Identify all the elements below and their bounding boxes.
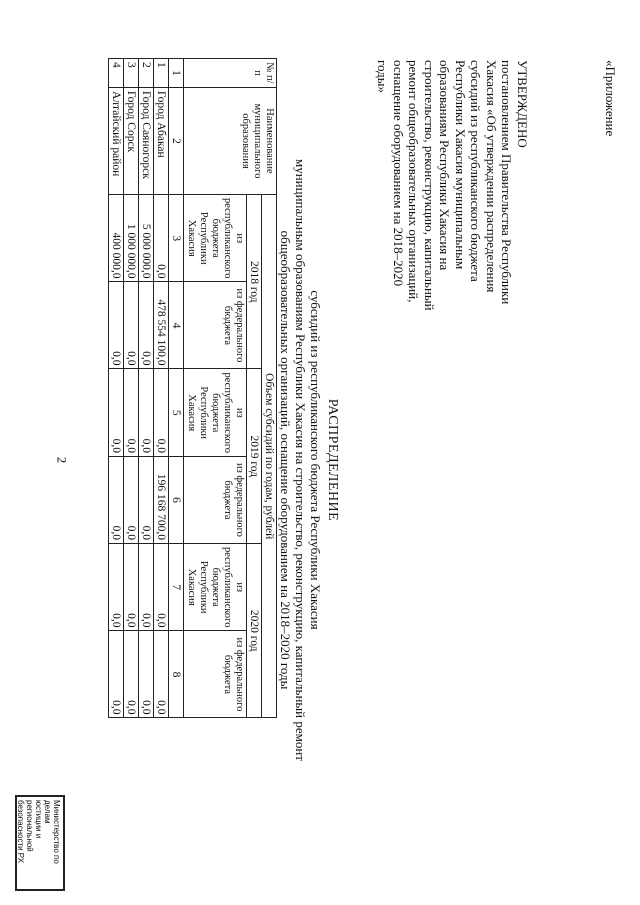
table-row (154, 59, 169, 718)
header-fed-2020: из федерального бюджета (184, 631, 247, 718)
col-number: 5 (169, 369, 184, 456)
row-value: 0,0 (154, 543, 169, 630)
row-value: 0,0 (109, 282, 124, 369)
row-name: Город Сорск (124, 88, 139, 195)
header-rep-2018: из республиканского бюджета Республики Хакасия (184, 195, 247, 282)
row-name: Город Абакан (154, 88, 169, 195)
row-value: 0,0 (109, 631, 124, 718)
title-line-3: общеобразовательных организаций, оснащение оборудованием на 2018–2020 годы (278, 230, 293, 690)
header-fed-2018: из федерального бюджета (184, 282, 247, 369)
row-value: 0,0 (139, 282, 154, 369)
document-title (278, 150, 340, 770)
row-value: 0,0 (109, 369, 124, 456)
page-number: 2 (54, 456, 70, 464)
row-value: 0,0 (154, 195, 169, 282)
row-number: 1 (154, 59, 169, 88)
header-year-2018: 2018 год (247, 195, 262, 369)
approval-text: постановлением Правительства Республики Хакасия «Об утверждении распределения субсидий из республиканского бюджета Республики Хакасия муниципальным образованиям Республики Хакасия на строительство, реконструкцию, капитальный ремонт общеобразовательных организаций, оснащение оборудованием на 2018–2020 годы» (375, 60, 515, 311)
approval-block (375, 60, 600, 320)
row-value: 0,0 (109, 543, 124, 630)
header-rep-2020: из республиканского бюджета Республики Хакасия (184, 543, 247, 630)
row-name: Алтайский район (109, 88, 124, 195)
row-value: 0,0 (139, 543, 154, 630)
header-rep-2019: из республиканского бюджета Республики Хакасия (184, 369, 247, 456)
header-num: № п/п (184, 59, 277, 88)
subsidy-table (108, 58, 277, 718)
row-value: 196 168 700,0 (154, 456, 169, 543)
header-volume: Объем субсидий по годам, рублей (262, 195, 277, 718)
header-name: Наименование муниципального образования (184, 88, 277, 195)
row-value: 5 000 000,0 (139, 195, 154, 282)
title-line-1: субсидий из республиканского бюджета Республики Хакасия (308, 290, 323, 630)
row-value: 0,0 (124, 543, 139, 630)
row-value: 1 000 000,0 (124, 195, 139, 282)
row-number: 4 (109, 59, 124, 88)
header-year-2019: 2019 год (247, 369, 262, 543)
row-value: 0,0 (124, 631, 139, 718)
registration-stamp (15, 795, 65, 891)
row-value: 0,0 (124, 282, 139, 369)
column-number-row (169, 59, 184, 718)
header-fed-2019: из федерального бюджета (184, 456, 247, 543)
stamp-line-2: юстиции и региональной (25, 800, 43, 852)
row-value: 0,0 (154, 369, 169, 456)
row-value: 0,0 (154, 631, 169, 718)
row-value: 0,0 (139, 631, 154, 718)
table-header-row (262, 59, 277, 718)
col-number: 6 (169, 456, 184, 543)
row-number: 2 (139, 59, 154, 88)
table-row (139, 59, 154, 718)
title-head: РАСПРЕДЕЛЕНИЕ (325, 398, 340, 522)
row-value: 0,0 (109, 456, 124, 543)
title-line-2: муниципальным образованиям Республики Хакасия на строительство, реконструкцию, капитальный ремонт (293, 159, 308, 761)
header-year-2020: 2020 год (247, 543, 262, 717)
appendix-label: «Приложение (603, 60, 618, 137)
col-number: 4 (169, 282, 184, 369)
col-number: 1 (169, 59, 184, 88)
stamp-line-1: Министерство по делам (43, 800, 61, 864)
stamp-line-3: безопасности РХ (16, 800, 25, 864)
row-value: 0,0 (124, 456, 139, 543)
row-value: 478 554 100,0 (154, 282, 169, 369)
approval-title: УТВЕРЖДЕНО (515, 60, 530, 148)
row-value: 0,0 (124, 369, 139, 456)
row-value: 0,0 (139, 456, 154, 543)
table-row (124, 59, 139, 718)
col-number: 7 (169, 543, 184, 630)
col-number: 3 (169, 195, 184, 282)
row-name: Город Саяногорск (139, 88, 154, 195)
col-number: 8 (169, 631, 184, 718)
row-value: 400 000,0 (109, 195, 124, 282)
row-value: 0,0 (139, 369, 154, 456)
table-row (109, 59, 124, 718)
row-number: 3 (124, 59, 139, 88)
col-number: 2 (169, 88, 184, 195)
